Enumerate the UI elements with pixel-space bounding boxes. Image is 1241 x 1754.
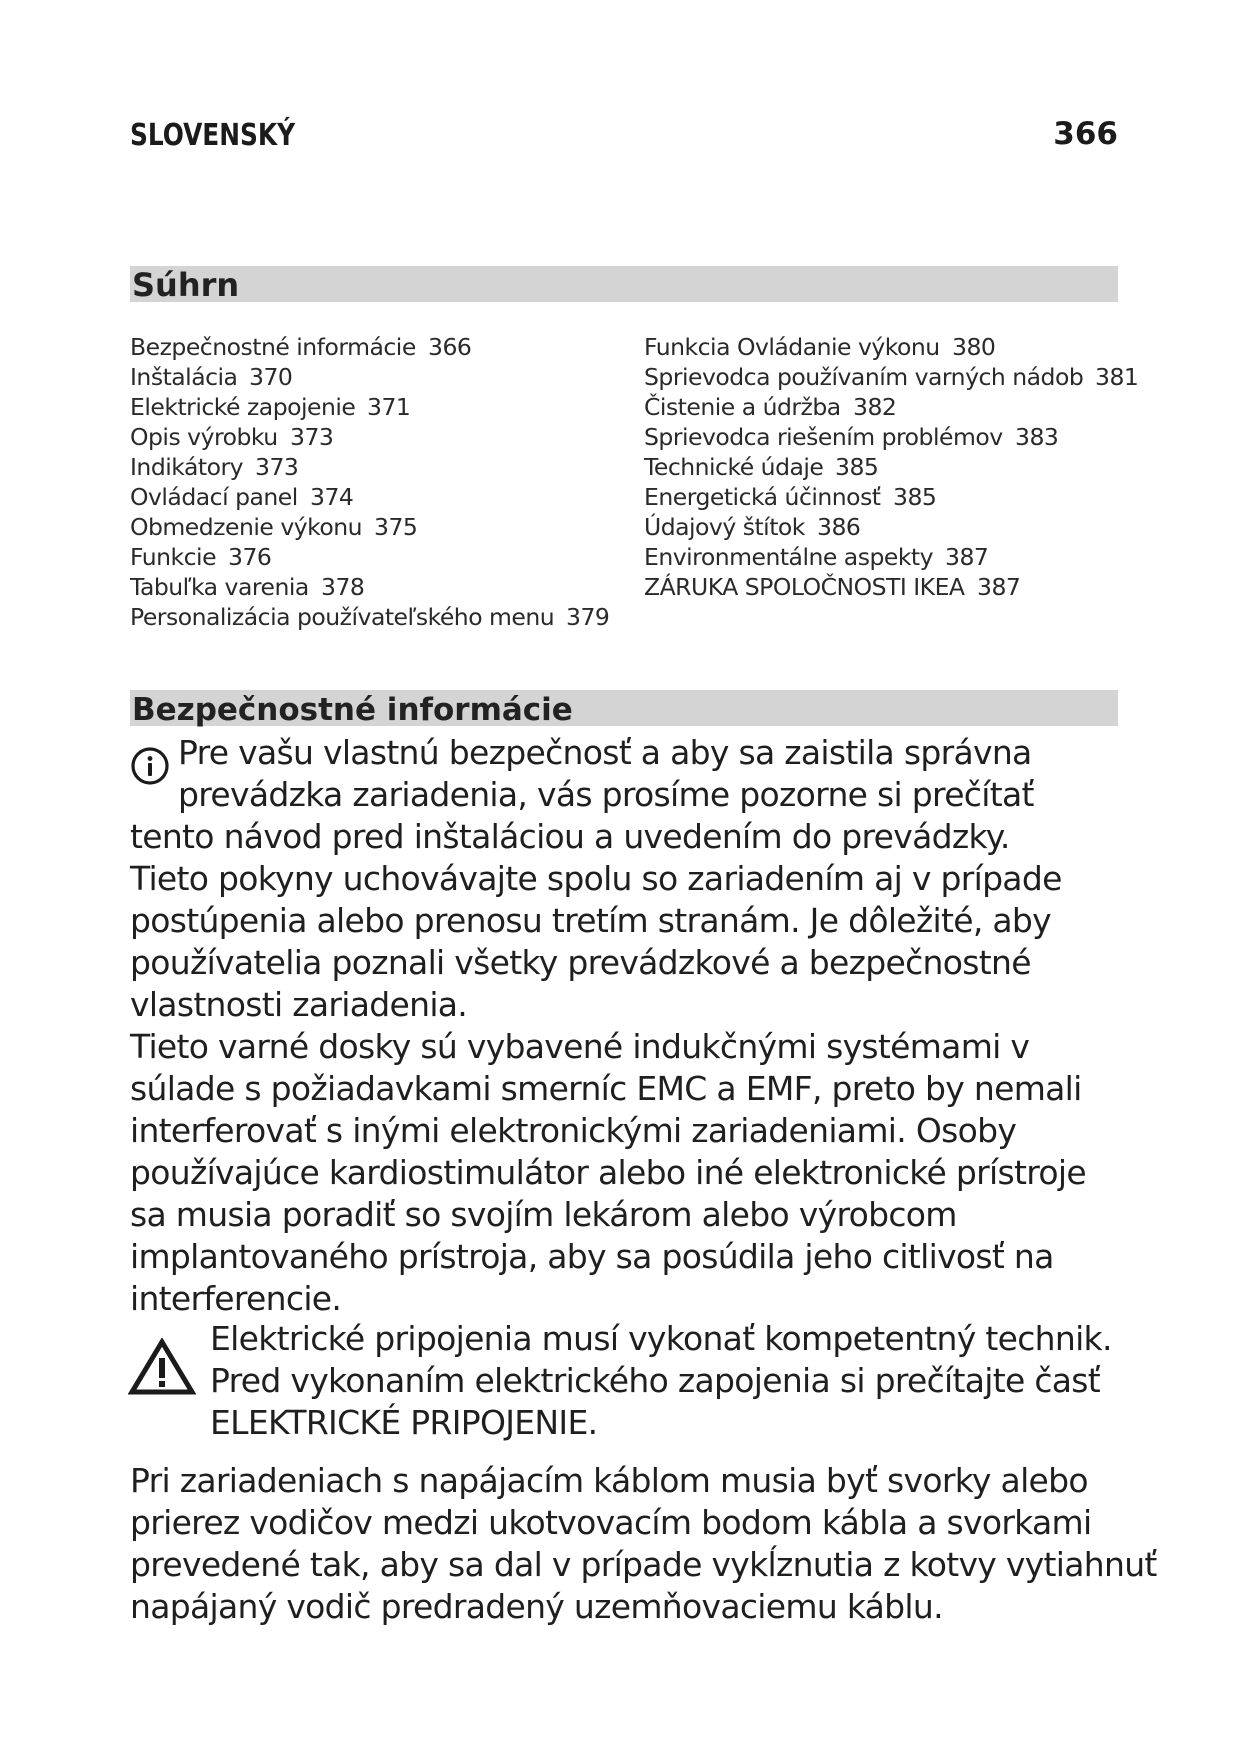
toc-entry-label: Obmedzenie výkonu bbox=[130, 513, 363, 541]
toc-entry-page: 385 bbox=[835, 453, 879, 481]
text-line: Tieto varné dosky sú vybavené indukčnými systémami v bbox=[130, 1027, 1030, 1066]
toc-entry-page: 381 bbox=[1095, 363, 1139, 391]
toc-entry bbox=[130, 572, 607, 602]
toc-entry bbox=[130, 542, 607, 572]
toc-entry-page: 380 bbox=[952, 333, 996, 361]
toc-right-column bbox=[644, 332, 1139, 602]
cable-paragraph bbox=[130, 1460, 1157, 1628]
toc-entry-label: Údajový štítok bbox=[644, 513, 805, 541]
toc-entry-page: 371 bbox=[367, 393, 411, 421]
toc-entry bbox=[130, 332, 607, 362]
language-label: SLOVENSKÝ bbox=[130, 118, 296, 153]
text-line: Tieto pokyny uchovávajte spolu so zariadením aj v prípade bbox=[130, 859, 1062, 898]
toc-entry bbox=[644, 512, 1122, 542]
toc-entry-page: 374 bbox=[310, 483, 354, 511]
toc-entry-page: 387 bbox=[977, 573, 1021, 601]
warning-paragraph bbox=[130, 1318, 1130, 1444]
toc-entry bbox=[130, 482, 607, 512]
toc-left-column bbox=[130, 332, 610, 632]
toc-entry-label: Čistenie a údržba bbox=[644, 393, 841, 421]
toc-entry-label: Funkcia Ovládanie výkonu bbox=[644, 333, 940, 361]
toc-entry-page: 373 bbox=[255, 453, 299, 481]
summary-heading-bar bbox=[130, 266, 1118, 302]
text-line: implantovaného prístroja, aby sa posúdila jeho citlivosť na bbox=[130, 1237, 1054, 1276]
toc-entry bbox=[644, 422, 1122, 452]
text-line: prevedené tak, aby sa dal v prípade vykĺznutia z kotvy vytiahnuť bbox=[130, 1545, 1157, 1584]
toc-entry-label: Inštalácia bbox=[130, 363, 238, 391]
summary-title: Súhrn bbox=[132, 266, 240, 304]
toc-entry-page: 373 bbox=[290, 423, 334, 451]
toc-entry-label: Personalizácia používateľského menu bbox=[130, 603, 555, 631]
toc-entry-page: 376 bbox=[228, 543, 272, 571]
safety-title: Bezpečnostné informácie bbox=[132, 692, 573, 728]
toc-entry-label: Energetická účinnosť bbox=[644, 483, 881, 511]
text-line: Pre vašu vlastnú bezpečnosť a aby sa zaistila správna bbox=[178, 733, 1032, 772]
running-header bbox=[130, 118, 1118, 168]
toc-entry bbox=[130, 392, 607, 422]
toc-entry-label: Environmentálne aspekty bbox=[644, 543, 934, 571]
toc-entry bbox=[644, 542, 1122, 572]
safety-heading-bar bbox=[130, 690, 1118, 726]
toc-entry bbox=[644, 392, 1122, 422]
toc-entry-page: 379 bbox=[566, 603, 610, 631]
text-line: Elektrické pripojenia musí vykonať kompetentný technik. bbox=[210, 1319, 1112, 1358]
toc-entry bbox=[130, 362, 607, 392]
text-line: interferovať s inými elektronickými zariadeniami. Osoby bbox=[130, 1111, 1017, 1150]
text-line: prevádzka zariadenia, vás prosíme pozorne si prečítať bbox=[178, 775, 1034, 814]
text-line: tento návod pred inštaláciou a uvedením do prevádzky. bbox=[130, 817, 1010, 856]
toc-entry-label: Technické údaje bbox=[644, 453, 824, 481]
toc-entry-label: Funkcie bbox=[130, 543, 217, 571]
safety-intro-paragraph bbox=[130, 732, 1130, 1320]
toc-entry-page: 375 bbox=[374, 513, 418, 541]
text-line: interferencie. bbox=[130, 1279, 342, 1318]
toc-entry bbox=[130, 452, 607, 482]
page-number: 366 bbox=[1053, 116, 1118, 152]
text-line: vlastnosti zariadenia. bbox=[130, 985, 468, 1024]
text-line: napájaný vodič predradený uzemňovaciemu káblu. bbox=[130, 1587, 943, 1626]
text-line: súlade s požiadavkami smerníc EMC a EMF, preto by nemali bbox=[130, 1069, 1082, 1108]
toc-entry-label: Opis výrobku bbox=[130, 423, 278, 451]
toc-entry-label: Ovládací panel bbox=[130, 483, 298, 511]
toc-entry-page: 370 bbox=[249, 363, 293, 391]
text-line: sa musia poradiť so svojím lekárom alebo výrobcom bbox=[130, 1195, 957, 1234]
toc-entry-label: Sprievodca používaním varných nádob bbox=[644, 363, 1084, 391]
toc-entry-label: Indikátory bbox=[130, 453, 244, 481]
toc-entry bbox=[644, 572, 1122, 602]
toc-entry-page: 385 bbox=[893, 483, 937, 511]
toc-entry-page: 383 bbox=[1015, 423, 1059, 451]
toc-entry-label: Bezpečnostné informácie bbox=[130, 333, 416, 361]
toc-entry-page: 366 bbox=[428, 333, 472, 361]
text-line: ELEKTRICKÉ PRIPOJENIE. bbox=[210, 1403, 598, 1442]
toc-entry-page: 387 bbox=[945, 543, 989, 571]
toc-entry-page: 386 bbox=[817, 513, 861, 541]
toc-entry bbox=[644, 362, 1139, 392]
text-line: postúpenia alebo prenosu tretím stranám. Je dôležité, aby bbox=[130, 901, 1051, 940]
toc-entry bbox=[130, 602, 610, 632]
text-line: používatelia poznali všetky prevádzkové a bezpečnostné bbox=[130, 943, 1031, 982]
toc-entry-label: Tabuľka varenia bbox=[130, 573, 309, 601]
toc-entry-label: ZÁRUKA SPOLOČNOSTI IKEA bbox=[644, 573, 965, 601]
toc-entry bbox=[644, 332, 1122, 362]
toc-entry bbox=[130, 512, 607, 542]
text-line: prierez vodičov medzi ukotvovacím bodom kábla a svorkami bbox=[130, 1503, 1092, 1542]
text-line: Pred vykonaním elektrického zapojenia si prečítajte časť bbox=[210, 1361, 1101, 1400]
toc-entry-page: 382 bbox=[853, 393, 897, 421]
text-line: Pri zariadeniach s napájacím káblom musia byť svorky alebo bbox=[130, 1461, 1088, 1500]
toc-entry-page: 378 bbox=[321, 573, 365, 601]
toc-entry bbox=[644, 482, 1122, 512]
text-line: používajúce kardiostimulátor alebo iné elektronické prístroje bbox=[130, 1153, 1086, 1192]
toc-entry-label: Elektrické zapojenie bbox=[130, 393, 356, 421]
toc-entry-label: Sprievodca riešením problémov bbox=[644, 423, 1003, 451]
toc-entry bbox=[130, 422, 607, 452]
toc-entry bbox=[644, 452, 1122, 482]
